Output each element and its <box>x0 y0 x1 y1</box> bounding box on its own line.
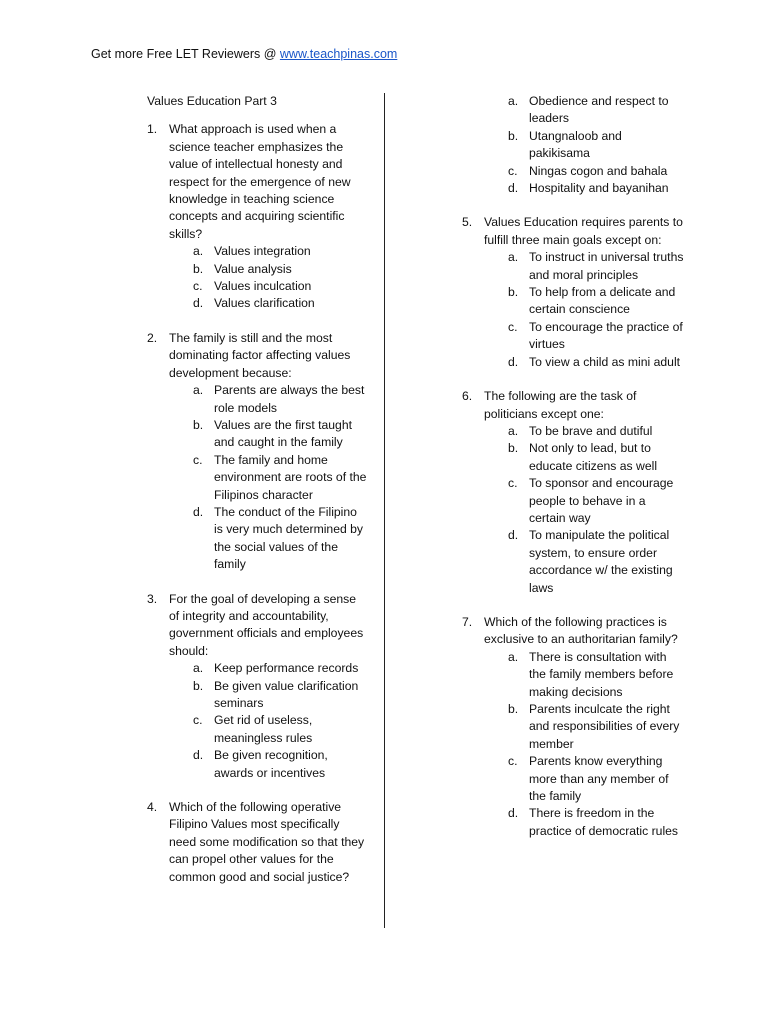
choice-text: To help from a delicate and certain conscience <box>529 285 676 317</box>
choice-letter: d. <box>193 748 204 763</box>
choice-letter: c. <box>508 163 518 178</box>
choice-list <box>169 660 369 782</box>
choice-d <box>193 747 369 782</box>
choice-c <box>508 753 684 805</box>
choice-letter: c. <box>508 319 518 334</box>
question-text: What approach is used when a science teacher emphasizes the value of intellectual honesty and respect for the emergence of new knowledge in teaching science concepts and acquiring scientific skills? <box>169 122 351 241</box>
choice-letter: c. <box>193 713 203 728</box>
choice-text: Values inculcation <box>214 279 312 294</box>
choice-b <box>508 284 684 319</box>
choice-text: Get rid of useless, meaningless rules <box>214 713 313 745</box>
question-4 <box>147 799 369 886</box>
question-7 <box>462 614 684 840</box>
choice-c <box>508 319 684 354</box>
choice-letter: b. <box>193 261 204 276</box>
choice-text: Obedience and respect to leaders <box>529 94 669 126</box>
choice-text: To instruct in universal truths and moral principles <box>529 250 684 282</box>
question-4-choices <box>462 93 684 197</box>
choice-letter: d. <box>508 528 519 543</box>
question-text: Which of the following operative Filipino Values most specifically need some modification so that they can propel other values for the common good and social justice? <box>169 800 365 884</box>
choice-letter: d. <box>193 296 204 311</box>
column-divider <box>384 93 385 928</box>
choice-letter: d. <box>193 504 204 519</box>
question-text: For the goal of developing a sense of integrity and accountability, government officials and employees should: <box>169 591 364 658</box>
choice-text: Values integration <box>214 244 311 259</box>
question-2 <box>147 330 369 574</box>
header-text: Get more Free LET Reviewers @ <box>91 47 280 61</box>
choice-c <box>508 475 684 527</box>
choice-a <box>508 93 684 128</box>
question-6 <box>462 388 684 597</box>
choice-text: There is freedom in the practice of democratic rules <box>529 806 679 838</box>
choice-text: To manipulate the political system, to ensure order accordance w/ the existing laws <box>529 528 673 595</box>
teachpinas-link[interactable]: www.teachpinas.com <box>279 47 398 61</box>
question-number: 4. <box>147 800 158 815</box>
choice-a <box>508 423 684 440</box>
choice-letter: a. <box>508 423 519 438</box>
question-number: 6. <box>462 389 473 404</box>
choice-d <box>508 805 684 840</box>
choice-text: Not only to lead, but to educate citizens as well <box>529 441 658 473</box>
choice-a <box>193 660 369 677</box>
choice-d <box>193 504 369 574</box>
question-number: 5. <box>462 215 473 230</box>
choice-a <box>193 243 369 260</box>
question-5 <box>462 214 684 371</box>
choice-letter: b. <box>193 678 204 693</box>
choice-a <box>193 382 369 417</box>
choice-letter: d. <box>508 181 519 196</box>
choice-text: Ningas cogon and bahala <box>529 163 668 178</box>
choice-d <box>508 527 684 597</box>
choice-letter: b. <box>508 441 519 456</box>
choice-b <box>193 261 369 278</box>
choice-list <box>484 93 684 197</box>
choice-list <box>484 423 684 597</box>
question-text: Values Education requires parents to fulfill three main goals except on: <box>484 215 683 247</box>
choice-letter: b. <box>193 417 204 432</box>
choice-c <box>508 163 684 180</box>
question-text: Which of the following practices is exclusive to an authoritarian family? <box>484 614 678 647</box>
choice-letter: b. <box>508 128 519 143</box>
choice-a <box>508 249 684 284</box>
choice-list <box>484 249 684 371</box>
choice-letter: c. <box>508 476 518 491</box>
choice-c <box>193 712 369 747</box>
choice-list <box>169 243 369 313</box>
right-column <box>462 93 684 857</box>
page-header <box>91 47 397 61</box>
choice-text: To be brave and dutiful <box>529 423 653 438</box>
choice-letter: b. <box>508 285 519 300</box>
choice-letter: c. <box>508 754 518 769</box>
choice-text: There is consultation with the family members before making decisions <box>529 649 674 699</box>
choice-letter: a. <box>508 250 519 265</box>
choice-letter: a. <box>508 649 519 664</box>
choice-d <box>193 295 369 312</box>
choice-text: Parents are always the best role models <box>214 383 365 415</box>
question-text: The family is still and the most dominating factor affecting values development because: <box>169 330 351 380</box>
question-number: 7. <box>462 614 473 629</box>
choice-text: The family and home environment are roots of the Filipinos character <box>214 452 367 502</box>
choice-text: Parents know everything more than any member of the family <box>529 754 669 804</box>
choice-text: Be given recognition, awards or incentives <box>214 748 328 780</box>
choice-c <box>193 278 369 295</box>
choice-letter: b. <box>508 702 519 716</box>
question-number: 2. <box>147 330 158 345</box>
choice-letter: c. <box>193 452 203 467</box>
document-title: Values Education Part 3 <box>147 94 277 108</box>
choice-letter: a. <box>193 661 204 676</box>
choice-letter: a. <box>508 94 519 108</box>
choice-d <box>508 180 684 197</box>
choice-text: The conduct of the Filipino is very much determined by the social values of the family <box>214 504 364 572</box>
choice-text: Hospitality and bayanihan <box>529 181 669 196</box>
choice-letter: d. <box>508 354 519 369</box>
question-number: 1. <box>147 122 158 137</box>
choice-text: Keep performance records <box>214 661 359 676</box>
choice-b <box>508 701 684 753</box>
choice-letter: c. <box>193 279 203 294</box>
choice-text: To view a child as mini adult <box>529 354 681 369</box>
question-number: 3. <box>147 591 158 606</box>
choice-text: To sponsor and encourage people to behave in a certain way <box>529 476 674 525</box>
choice-c <box>193 452 369 504</box>
choice-text: Be given value clarification seminars <box>214 678 359 710</box>
question-1 <box>147 121 369 312</box>
choice-text: Values clarification <box>214 296 315 311</box>
choice-letter: d. <box>508 806 519 821</box>
choice-b <box>508 128 684 163</box>
choice-a <box>508 649 684 701</box>
choice-letter: a. <box>193 244 204 259</box>
choice-d <box>508 354 684 371</box>
left-column <box>147 93 369 903</box>
choice-text: To encourage the practice of virtues <box>529 319 683 352</box>
choice-list <box>484 649 684 840</box>
choice-text: Parents inculcate the right and responsibilities of every member <box>529 702 680 751</box>
choice-b <box>193 678 369 713</box>
choice-b <box>508 440 684 475</box>
choice-letter: a. <box>193 383 204 398</box>
question-3 <box>147 591 369 782</box>
choice-text: Utangnaloob and pakikisama <box>529 128 622 161</box>
choice-b <box>193 417 369 452</box>
question-text: The following are the task of politicians except one: <box>484 389 637 421</box>
choice-text: Values are the first taught and caught in the family <box>214 417 352 450</box>
choice-text: Value analysis <box>214 261 292 276</box>
choice-list <box>169 382 369 573</box>
